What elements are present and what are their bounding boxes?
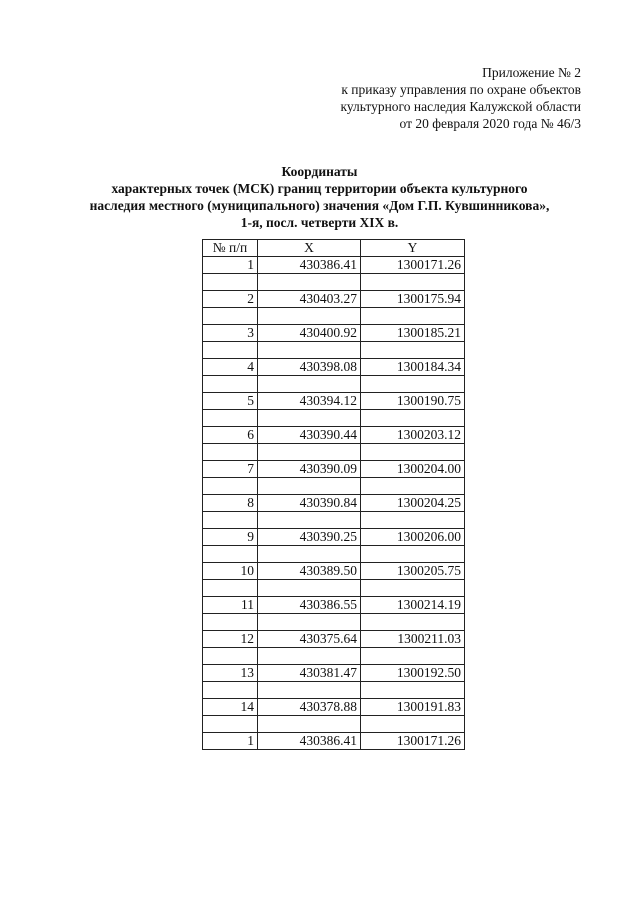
- empty-cell: [258, 580, 361, 597]
- cell-x: 430394.12: [258, 393, 361, 410]
- empty-cell: [203, 580, 258, 597]
- empty-cell: [203, 410, 258, 427]
- empty-cell: [258, 648, 361, 665]
- empty-cell: [203, 512, 258, 529]
- title-line: наследия местного (муниципального) значения «Дом Г.П. Кувшинникова»,: [89, 198, 550, 213]
- table-row: [203, 665, 465, 682]
- empty-cell: [203, 614, 258, 631]
- table-spacer-row: [203, 478, 465, 495]
- cell-x: 430386.55: [258, 597, 361, 614]
- table-spacer-row: [203, 376, 465, 393]
- appendix-line: от 20 февраля 2020 года № 46/3: [399, 116, 581, 131]
- cell-x: 430381.47: [258, 665, 361, 682]
- table-row: [203, 291, 465, 308]
- appendix-header: [340, 64, 581, 132]
- title-line: характерных точек (МСК) границ территории объекта культурного: [111, 181, 528, 196]
- empty-cell: [258, 342, 361, 359]
- cell-number: 1: [203, 733, 258, 750]
- cell-y: 1300175.94: [361, 291, 465, 308]
- empty-cell: [361, 716, 465, 733]
- cell-y: 1300206.00: [361, 529, 465, 546]
- cell-x: 430390.44: [258, 427, 361, 444]
- cell-number: 9: [203, 529, 258, 546]
- header-x: X: [258, 240, 361, 257]
- cell-number: 14: [203, 699, 258, 716]
- cell-y: 1300211.03: [361, 631, 465, 648]
- cell-x: 430403.27: [258, 291, 361, 308]
- cell-y: 1300204.25: [361, 495, 465, 512]
- document-title: [0, 163, 639, 231]
- cell-number: 13: [203, 665, 258, 682]
- empty-cell: [361, 444, 465, 461]
- header-y: Y: [361, 240, 465, 257]
- table-row: [203, 325, 465, 342]
- empty-cell: [203, 478, 258, 495]
- cell-x: 430386.41: [258, 257, 361, 274]
- cell-y: 1300191.83: [361, 699, 465, 716]
- empty-cell: [203, 308, 258, 325]
- table-row: [203, 699, 465, 716]
- cell-number: 12: [203, 631, 258, 648]
- empty-cell: [258, 376, 361, 393]
- empty-cell: [203, 342, 258, 359]
- empty-cell: [203, 376, 258, 393]
- table-spacer-row: [203, 546, 465, 563]
- cell-number: 1: [203, 257, 258, 274]
- table-spacer-row: [203, 274, 465, 291]
- table-row: [203, 631, 465, 648]
- cell-y: 1300214.19: [361, 597, 465, 614]
- empty-cell: [203, 274, 258, 291]
- table-spacer-row: [203, 614, 465, 631]
- cell-x: 430375.64: [258, 631, 361, 648]
- empty-cell: [258, 546, 361, 563]
- cell-y: 1300184.34: [361, 359, 465, 376]
- empty-cell: [258, 308, 361, 325]
- table-row: [203, 393, 465, 410]
- cell-y: 1300205.75: [361, 563, 465, 580]
- empty-cell: [203, 682, 258, 699]
- table-spacer-row: [203, 512, 465, 529]
- cell-x: 430378.88: [258, 699, 361, 716]
- table-row: [203, 733, 465, 750]
- table-row: [203, 359, 465, 376]
- empty-cell: [258, 444, 361, 461]
- cell-y: 1300190.75: [361, 393, 465, 410]
- empty-cell: [361, 580, 465, 597]
- empty-cell: [361, 614, 465, 631]
- empty-cell: [203, 716, 258, 733]
- table-row: [203, 529, 465, 546]
- cell-y: 1300171.26: [361, 257, 465, 274]
- empty-cell: [258, 716, 361, 733]
- empty-cell: [361, 682, 465, 699]
- table-row: [203, 563, 465, 580]
- cell-y: 1300171.26: [361, 733, 465, 750]
- cell-number: 11: [203, 597, 258, 614]
- empty-cell: [258, 682, 361, 699]
- empty-cell: [361, 546, 465, 563]
- cell-number: 10: [203, 563, 258, 580]
- cell-number: 5: [203, 393, 258, 410]
- cell-x: 430400.92: [258, 325, 361, 342]
- empty-cell: [258, 512, 361, 529]
- table-spacer-row: [203, 444, 465, 461]
- header-number: № п/п: [203, 240, 258, 257]
- empty-cell: [361, 410, 465, 427]
- empty-cell: [258, 410, 361, 427]
- table-spacer-row: [203, 342, 465, 359]
- table-spacer-row: [203, 648, 465, 665]
- table-row: [203, 427, 465, 444]
- empty-cell: [361, 648, 465, 665]
- empty-cell: [361, 376, 465, 393]
- appendix-line: культурного наследия Калужской области: [340, 99, 581, 114]
- empty-cell: [361, 342, 465, 359]
- empty-cell: [258, 274, 361, 291]
- cell-x: 430398.08: [258, 359, 361, 376]
- cell-number: 2: [203, 291, 258, 308]
- cell-number: 6: [203, 427, 258, 444]
- cell-number: 4: [203, 359, 258, 376]
- coordinates-table: [202, 239, 465, 750]
- empty-cell: [203, 444, 258, 461]
- table-row: [203, 597, 465, 614]
- empty-cell: [361, 478, 465, 495]
- table-spacer-row: [203, 410, 465, 427]
- table-row: [203, 461, 465, 478]
- table-header-row: [203, 240, 465, 257]
- empty-cell: [258, 478, 361, 495]
- empty-cell: [361, 308, 465, 325]
- table-spacer-row: [203, 716, 465, 733]
- empty-cell: [203, 648, 258, 665]
- cell-number: 3: [203, 325, 258, 342]
- table-row: [203, 257, 465, 274]
- cell-x: 430390.84: [258, 495, 361, 512]
- empty-cell: [361, 512, 465, 529]
- appendix-line: Приложение № 2: [482, 65, 581, 80]
- table-spacer-row: [203, 308, 465, 325]
- table-body: [203, 257, 465, 750]
- table-spacer-row: [203, 580, 465, 597]
- empty-cell: [203, 546, 258, 563]
- title-line: 1-я, посл. четверти XIX в.: [240, 215, 399, 230]
- title-line: Координаты: [281, 164, 358, 179]
- cell-y: 1300203.12: [361, 427, 465, 444]
- cell-x: 430390.09: [258, 461, 361, 478]
- cell-number: 8: [203, 495, 258, 512]
- cell-y: 1300185.21: [361, 325, 465, 342]
- cell-x: 430386.41: [258, 733, 361, 750]
- empty-cell: [258, 614, 361, 631]
- cell-y: 1300204.00: [361, 461, 465, 478]
- empty-cell: [361, 274, 465, 291]
- cell-x: 430389.50: [258, 563, 361, 580]
- cell-y: 1300192.50: [361, 665, 465, 682]
- appendix-line: к приказу управления по охране объектов: [341, 82, 581, 97]
- table-spacer-row: [203, 682, 465, 699]
- cell-number: 7: [203, 461, 258, 478]
- cell-x: 430390.25: [258, 529, 361, 546]
- table-row: [203, 495, 465, 512]
